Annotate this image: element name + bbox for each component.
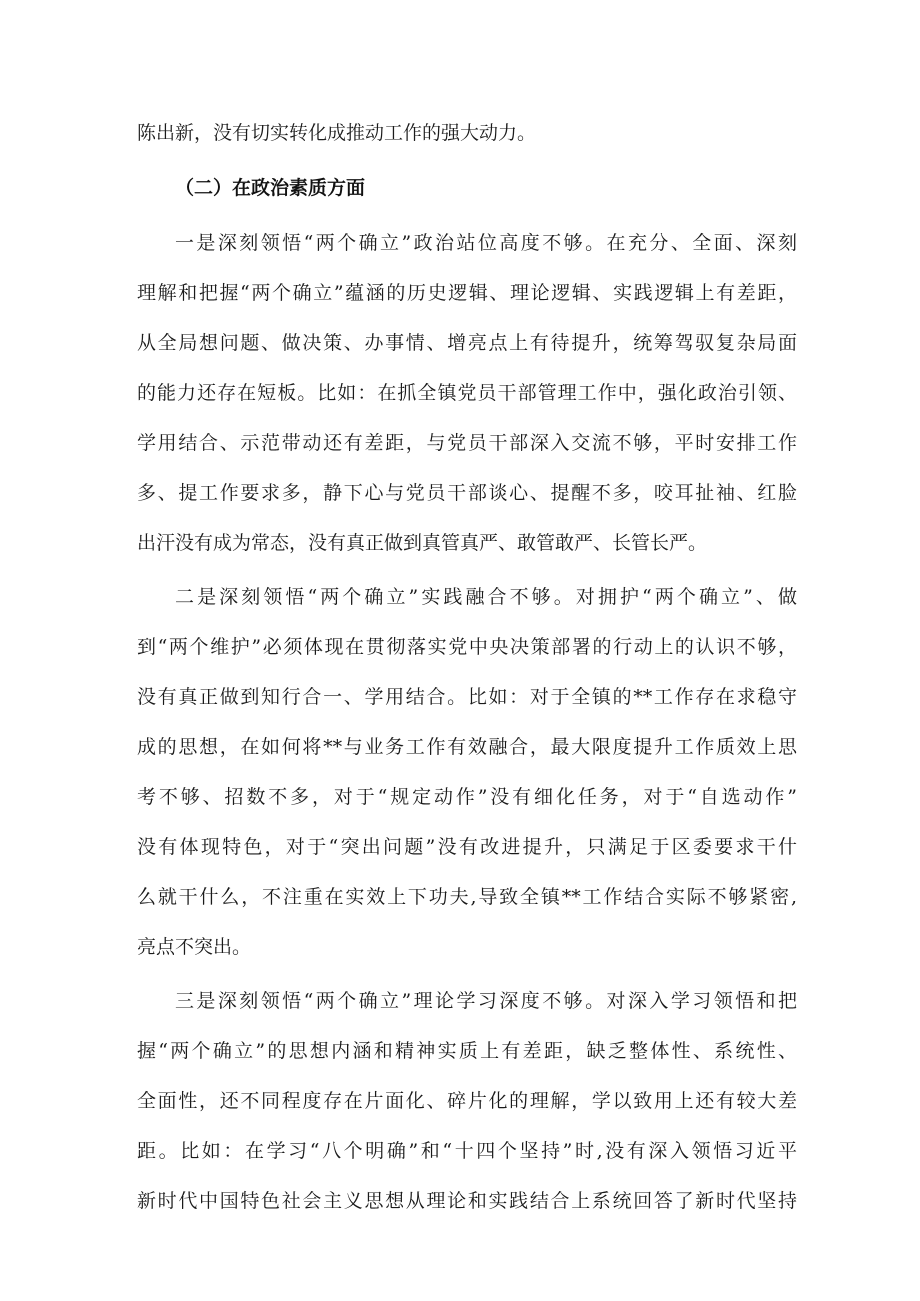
paragraph-1-line: 出汗没有成为常态，没有真正做到真管真严、敢管敢严、长管长严。 xyxy=(137,532,708,554)
carry-over-line: 陈出新，没有切实转化成推动工作的强大动力。 xyxy=(137,122,537,144)
paragraph-3-line: 距。比如：在学习“八个明确”和“十四个坚持”时,没有深入领悟习近平 xyxy=(137,1140,797,1162)
paragraph-1-line: 的能力还存在短板。比如：在抓全镇党员干部管理工作中，强化政治引领、 xyxy=(137,382,797,404)
paragraph-2-line: 没有体现特色，对于“突出问题”没有改进提升，只满足于区委要求干什 xyxy=(137,836,797,858)
paragraph-1-line: 理解和把握“两个确立”蕴涵的历史逻辑、理论逻辑、实践逻辑上有差距， xyxy=(137,282,797,304)
paragraph-1-line: 一是深刻领悟“两个确立”政治站位高度不够。在充分、全面、深刻 xyxy=(175,232,797,254)
paragraph-3-line: 握“两个确立”的思想内涵和精神实质上有差距，缺乏整体性、系统性、 xyxy=(137,1040,797,1062)
paragraph-1-line: 学用结合、示范带动还有差距，与党员干部深入交流不够，平时安排工作 xyxy=(137,432,797,454)
paragraph-2-line: 成的思想，在如何将**与业务工作有效融合，最大限度提升工作质效上思 xyxy=(137,736,797,758)
paragraph-1-line: 多、提工作要求多，静下心与党员干部谈心、提醒不多，咬耳扯袖、红脸 xyxy=(137,482,797,504)
paragraph-1-line: 从全局想问题、做决策、办事情、增亮点上有待提升，统筹驾驭复杂局面 xyxy=(137,332,797,354)
paragraph-2-line: 没有真正做到知行合一、学用结合。比如：对于全镇的**工作存在求稳守 xyxy=(137,686,797,708)
paragraph-3-line: 三是深刻领悟“两个确立”理论学习深度不够。对深入学习领悟和把 xyxy=(175,990,797,1012)
paragraph-2-line: 二是深刻领悟“两个确立”实践融合不够。对拥护“两个确立”、做 xyxy=(175,586,797,608)
paragraph-3-line: 全面性，还不同程度存在片面化、碎片化的理解，学以致用上还有较大差 xyxy=(137,1090,797,1112)
paragraph-2-line: 亮点不突出。 xyxy=(137,936,252,958)
paragraph-2-line: 到“两个维护”必须体现在贯彻落实党中央决策部署的行动上的认识不够， xyxy=(137,636,797,658)
paragraph-2-line: 考不够、招数不多，对于“规定动作”没有细化任务，对于“自选动作” xyxy=(137,786,797,808)
paragraph-3-line: 新时代中国特色社会主义思想从理论和实践结合上系统回答了新时代坚持 xyxy=(137,1190,797,1212)
section-heading: （二）在政治素质方面 xyxy=(175,177,366,199)
paragraph-2-line: 么就干什么，不注重在实效上下功夫,导致全镇**工作结合实际不够紧密, xyxy=(137,886,797,908)
